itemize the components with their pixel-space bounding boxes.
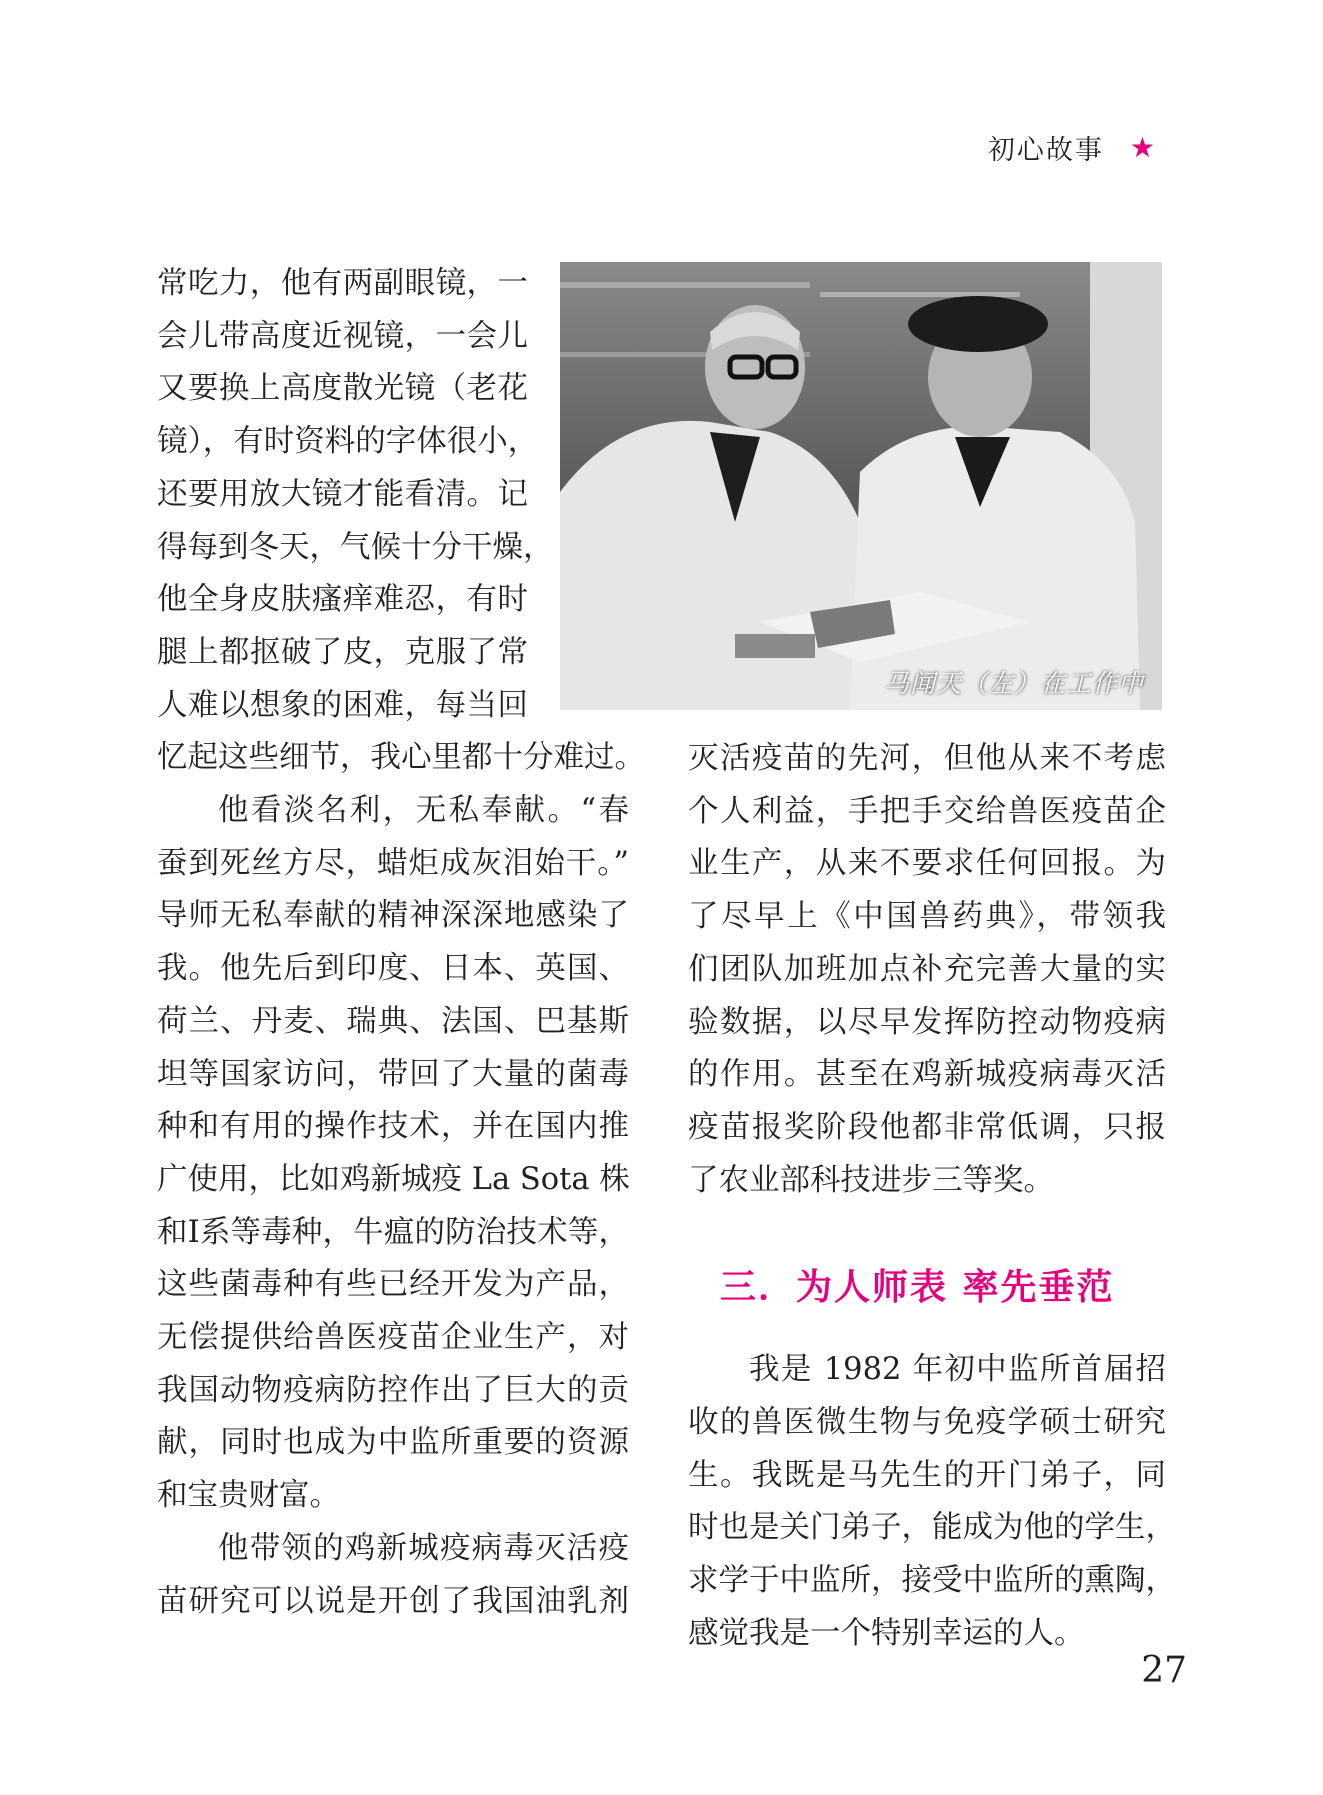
- text-line: 的作用。甚至在鸡新城疫病毒灭活: [688, 1057, 1166, 1093]
- text-line: 们团队加班加点补充完善大量的实: [688, 951, 1166, 987]
- text-line: 常吃力，他有两副眼镜，一: [157, 266, 528, 301]
- left-column: [157, 258, 645, 1628]
- text-line: 广使用，比如鸡新城疫 La Sota 株: [157, 1161, 630, 1197]
- left-paragraph-3: [157, 1523, 629, 1628]
- photo-illustration: [560, 262, 1162, 710]
- section-heading: 三．为人师表 率先垂范: [720, 1267, 1115, 1309]
- text-line: 了农业部科技进步三等奖。: [688, 1162, 1054, 1198]
- text-line: 业生产，从来不要求任何回报。为: [688, 846, 1166, 882]
- text-line: 他看淡名利，无私奉献。“春: [218, 793, 629, 829]
- left-paragraph-1: [157, 258, 645, 785]
- text-line: 坦等国家访问，带回了大量的菌毒: [157, 1056, 629, 1092]
- text-line: 苗研究可以说是开创了我国油乳剂: [157, 1583, 629, 1619]
- text-line: 镜），有时资料的字体很小，: [157, 424, 539, 460]
- text-line: 我是 1982 年初中监所首届招: [749, 1352, 1166, 1388]
- text-line: 种和有用的操作技术，并在国内推: [157, 1109, 629, 1145]
- photo-caption: 马闻天（左）在工作中: [883, 669, 1144, 698]
- text-line: 荷兰、丹麦、瑞典、法国、巴基斯: [157, 1003, 629, 1039]
- page-number: 27: [1141, 1650, 1187, 1691]
- text-line: 还要用放大镜才能看清。记: [157, 476, 528, 512]
- text-line: 了尽早上《中国兽药典》，带领我: [688, 899, 1166, 935]
- text-line: 腿上都抠破了皮，克服了常: [157, 634, 528, 670]
- right-paragraph-1: [688, 733, 1166, 1207]
- text-line: 疫苗报奖阶段他都非常低调，只报: [688, 1109, 1166, 1145]
- text-line: 献，同时也成为中监所重要的资源: [157, 1425, 629, 1461]
- right-column: [688, 733, 1176, 1661]
- text-line: 生。我既是马先生的开门弟子，同: [688, 1457, 1166, 1493]
- text-line: 求学于中监所，接受中监所的熏陶，: [688, 1563, 1176, 1599]
- text-line: 我国动物疫病防控作出了巨大的贡: [157, 1372, 629, 1408]
- text-line: 和Ⅰ系等毒种，牛瘟的防治技术等，: [157, 1214, 629, 1250]
- text-line: 忆起这些细节，我心里都十分难过。: [157, 740, 645, 776]
- text-line: 灭活疫苗的先河，但他从来不考虑: [688, 741, 1166, 776]
- text-line: 他带领的鸡新城疫病毒灭活疫: [218, 1530, 629, 1566]
- text-line: 个人利益，手把手交给兽医疫苗企: [688, 793, 1166, 829]
- star-icon: ★: [1129, 131, 1155, 164]
- text-line: 会儿带高度近视镜，一会儿: [157, 318, 528, 354]
- photo: [560, 262, 1162, 710]
- text-line: 收的兽医微生物与免疫学硕士研究: [688, 1405, 1166, 1441]
- text-line: 人难以想象的困难，每当回: [157, 687, 528, 723]
- text-line: 时也是关门弟子，能成为他的学生，: [688, 1510, 1176, 1546]
- text-line: 我。他先后到印度、日本、英国、: [157, 951, 629, 987]
- text-line: 感觉我是一个特别幸运的人。: [688, 1615, 1085, 1651]
- text-line: 导师无私奉献的精神深深地感染了: [157, 898, 629, 934]
- text-line: 和宝贵财富。: [157, 1478, 340, 1514]
- text-line: 他全身皮肤瘙痒难忍，有时: [157, 582, 528, 618]
- header-title: 初心故事: [987, 135, 1104, 166]
- text-line: 又要换上高度散光镜（老花: [157, 371, 528, 407]
- text-line: 无偿提供给兽医疫苗企业生产，对: [157, 1320, 629, 1356]
- left-paragraph-2: [157, 785, 629, 1523]
- right-paragraph-2: [688, 1344, 1176, 1660]
- text-line: 得每到冬天，气候十分干燥，: [157, 529, 554, 565]
- text-line: 蚕到死丝方尽，蜡炬成灰泪始干。”: [157, 845, 629, 881]
- text-line: 这些菌毒种有些已经开发为产品，: [157, 1267, 629, 1303]
- text-line: 验数据，以尽早发挥防控动物疫病: [688, 1004, 1166, 1040]
- running-header: [988, 128, 1155, 167]
